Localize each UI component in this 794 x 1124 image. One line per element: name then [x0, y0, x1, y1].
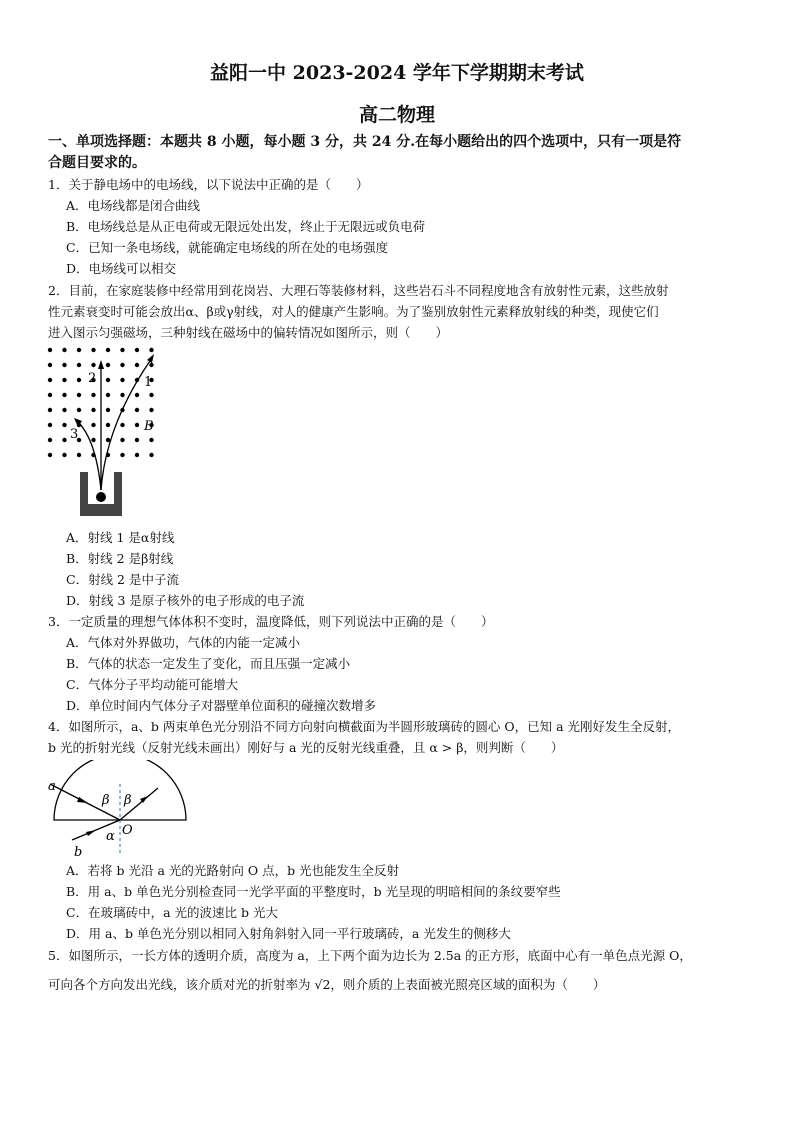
field-dot	[135, 348, 139, 352]
q1-stem: 1．关于静电场中的电场线，以下说法中正确的是（ ）	[48, 177, 369, 192]
label-3: 3	[70, 427, 79, 442]
field-dot	[120, 438, 124, 442]
label-a: a	[48, 779, 56, 794]
q5-stem-line1: 5．如图所示，一长方体的透明介质，高度为 a，上下两个面为边长为 2.5a 的正方形，底面中心有一单色点光源 O，	[48, 948, 692, 963]
ray-2-arrow	[98, 360, 104, 369]
q4-option-b: B．用 a、b 单色光分别检查同一光学平面的平整度时，b 光呈现的明暗相间的条纹要窄些	[66, 884, 561, 899]
field-dot	[149, 408, 153, 412]
q3-option-c: C．气体分子平均动能可能增大	[66, 677, 239, 692]
field-dot	[135, 408, 139, 412]
label-O: O	[122, 823, 133, 838]
q3-stem: 3．一定质量的理想气体体积不变时，温度降低，则下列说法中正确的是（ ）	[48, 614, 494, 629]
q5-stem-line2: 可向各个方向发出光线，该介质对光的折射率为 √2，则介质的上表面被光照亮区域的面积为（ ）	[48, 977, 606, 992]
q1-option-c: C．已知一条电场线，就能确定电场线的所在处的电场强度	[66, 240, 389, 255]
q4-option-c: C．在玻璃砖中，a 光的波速比 b 光大	[66, 905, 278, 920]
q2-option-a: A．射线 1 是α射线	[66, 530, 175, 545]
q2-stem-line3: 进入图示匀强磁场，三种射线在磁场中的偏转情况如图所示，则（ ）	[48, 325, 449, 340]
field-dot	[77, 378, 81, 382]
section-heading-line1: 一、单项选择题：本题共 8 小题，每小题 3 分，共 24 分.在每小题给出的四个选项中，只有一项是符	[48, 134, 682, 150]
semicircle-glass-figure	[44, 760, 194, 858]
field-dot	[149, 438, 153, 442]
field-dot	[135, 438, 139, 442]
field-dot	[48, 378, 52, 382]
field-dot	[106, 408, 110, 412]
field-dot	[62, 363, 66, 367]
q2-option-c: C．射线 2 是中子流	[66, 572, 179, 587]
field-dot	[62, 423, 66, 427]
label-2: 2	[88, 371, 97, 386]
label-beta-right: β	[124, 793, 132, 808]
field-dot	[120, 363, 124, 367]
field-dot	[149, 348, 153, 352]
field-dot	[135, 393, 139, 397]
q1-option-d: D．电场线可以相交	[66, 261, 177, 276]
field-dot	[120, 393, 124, 397]
ray-1-arrow	[147, 354, 154, 363]
field-dot	[48, 363, 52, 367]
q4-option-d: D．用 a、b 单色光分别以相同入射角斜射入同一平行玻璃砖，a 光发生的侧移大	[66, 926, 511, 941]
q2-stem-line1: 2．目前，在家庭装修中经常用到花岗岩、大理石等装修材料，这些岩石斗不同程度地含有放射性元素，这些放射	[48, 283, 669, 298]
field-dot	[91, 423, 95, 427]
label-beta-left: β	[102, 793, 110, 808]
field-dot	[106, 363, 110, 367]
field-dot	[48, 393, 52, 397]
field-dot	[77, 408, 81, 412]
field-dot	[91, 363, 95, 367]
q3-option-d: D．单位时间内气体分子对器壁单位面积的碰撞次数增多	[66, 698, 377, 713]
field-dot	[91, 438, 95, 442]
field-dot	[48, 453, 52, 457]
q4-stem-line2: b 光的折射光线（反射光线未画出）刚好与 a 光的反射光线重叠，且 α > β，则判断（ ）	[48, 740, 564, 755]
field-dot	[135, 423, 139, 427]
field-dot	[106, 378, 110, 382]
q2-stem-line2: 性元素衰变时可能会放出α、β或γ射线，对人的健康产生影响。为了鉴别放射性元素释放射线的种类，现使它们	[48, 304, 659, 319]
field-dot	[48, 423, 52, 427]
field-dot	[77, 348, 81, 352]
field-dot	[106, 348, 110, 352]
field-dot	[62, 438, 66, 442]
radioactive-source	[96, 492, 106, 502]
field-dot	[120, 378, 124, 382]
field-dot	[149, 393, 153, 397]
ray-b-arrow	[86, 830, 96, 836]
field-dot	[91, 348, 95, 352]
field-dot	[48, 348, 52, 352]
field-dot	[120, 423, 124, 427]
field-dot	[62, 453, 66, 457]
q3-option-a: A．气体对外界做功，气体的内能一定减小	[66, 635, 301, 650]
field-dot	[77, 363, 81, 367]
subject-title: 高二物理	[358, 104, 435, 126]
field-dot	[106, 423, 110, 427]
field-dot	[149, 363, 153, 367]
field-dot	[135, 363, 139, 367]
field-dot	[149, 453, 153, 457]
field-dot	[120, 348, 124, 352]
field-dot	[91, 408, 95, 412]
q1-option-b: B．电场线总是从正电荷或无限远处出发，终止于无限远或负电荷	[66, 219, 426, 234]
q2-option-b: B．射线 2 是β射线	[66, 551, 174, 566]
label-1: 1	[144, 375, 153, 390]
field-dot	[48, 438, 52, 442]
field-dot	[135, 453, 139, 457]
magnetic-field-figure	[44, 344, 174, 524]
field-dot	[120, 453, 124, 457]
q2-option-d: D．射线 3 是原子核外的电子形成的电子流	[66, 593, 305, 608]
field-dot	[62, 348, 66, 352]
q1-option-a: A．电场线都是闭合曲线	[66, 198, 201, 213]
q4-option-a: A．若将 b 光沿 a 光的光路射向 O 点，b 光也能发生全反射	[66, 863, 400, 878]
label-b: b	[74, 845, 83, 858]
field-dot	[91, 393, 95, 397]
field-dot	[106, 393, 110, 397]
label-alpha: α	[106, 829, 115, 844]
field-dot	[62, 408, 66, 412]
section-heading-line2: 合题目要求的。	[48, 155, 146, 171]
field-dot	[77, 393, 81, 397]
ray-a-arrow	[77, 797, 88, 803]
field-dot	[48, 408, 52, 412]
exam-title: 益阳一中 2023-2024 学年下学期期末考试	[210, 62, 584, 84]
q3-option-b: B．气体的状态一定发生了变化，而且压强一定减小	[66, 656, 351, 671]
label-B: B	[144, 419, 154, 434]
q4-stem-line1: 4．如图所示，a、b 两束单色光分别沿不同方向射向横截面为半圆形玻璃砖的圆心 O，已知 a 光刚好发生全反射，	[48, 719, 681, 734]
field-dot	[62, 393, 66, 397]
field-dot	[62, 378, 66, 382]
field-dot	[77, 453, 81, 457]
